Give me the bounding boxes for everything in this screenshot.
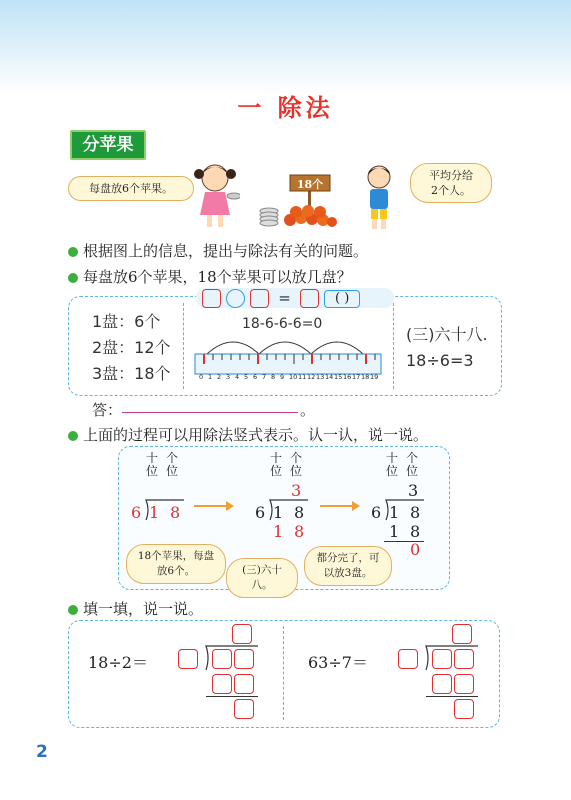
- exercise-2-label: 63÷7＝: [308, 653, 368, 672]
- arrow-icon: [194, 500, 234, 512]
- ruler-label: 19: [370, 373, 379, 381]
- ruler-label: 13: [316, 373, 325, 381]
- ruler-label: 6: [253, 373, 258, 381]
- bubble-right-line1: 平均分给: [429, 169, 473, 182]
- product-ones: 8: [410, 522, 421, 541]
- explain-bubble-3: 都分完了，可以放3盘。: [304, 546, 392, 586]
- unit-paren[interactable]: ( ): [324, 290, 360, 308]
- product-tens: 1: [389, 522, 400, 541]
- question-4-text: 填一填，说一说。: [83, 600, 204, 618]
- place-label-ones: 个 位: [290, 451, 303, 478]
- ruler-label: 0: [199, 373, 204, 381]
- handwritten-line: 18÷6=3: [406, 351, 474, 370]
- question-2-text: 每盘放6个苹果，18个苹果可以放几盘？: [83, 268, 352, 286]
- dividend-ones: 8: [170, 503, 181, 522]
- dividend-box[interactable]: [454, 649, 474, 669]
- dividend-tens: 1: [389, 503, 400, 522]
- ruler-label: 15: [334, 373, 343, 381]
- ruler-label: 7: [262, 373, 267, 381]
- divisor-box[interactable]: [178, 649, 198, 669]
- quotient: 3: [291, 481, 302, 500]
- product-box[interactable]: [234, 674, 254, 694]
- dividend-ones: 8: [410, 503, 421, 522]
- subtraction-line: [426, 696, 478, 697]
- boy-illustration: [362, 163, 396, 231]
- bullet-icon: [68, 247, 78, 257]
- question-3-text: 上面的过程可以用除法竖式表示。认一认，说一说。: [83, 426, 429, 444]
- ruler-label: 2: [217, 373, 222, 381]
- bullet-icon: [68, 431, 78, 441]
- product-box[interactable]: [212, 674, 232, 694]
- answer-line[interactable]: [122, 412, 298, 413]
- subtraction-steps: 18-6-6-6=0: [242, 316, 323, 332]
- bullet-icon: [68, 605, 78, 615]
- place-label-tens: 十 位: [270, 451, 283, 478]
- bubble-right-line2: 2个人。: [431, 184, 471, 197]
- ruler-label: 8: [271, 373, 276, 381]
- bullet-icon: [68, 273, 78, 283]
- quotient-box[interactable]: [452, 624, 472, 644]
- ruler-labels: [199, 373, 389, 381]
- product-box[interactable]: [432, 674, 452, 694]
- dividend-box[interactable]: [212, 649, 232, 669]
- ruler-label: 14: [325, 373, 334, 381]
- place-label-tens: 十 位: [146, 451, 159, 478]
- place-label-ones: 个 位: [406, 451, 419, 478]
- explain-bubble-1: 18个苹果，每盘放6个。: [126, 544, 226, 584]
- place-label-ones: 个 位: [166, 451, 179, 478]
- remainder: 0: [410, 540, 421, 559]
- page-number: 2: [36, 742, 48, 762]
- answer-label: 答：: [92, 401, 123, 419]
- ruler-label: 5: [244, 373, 249, 381]
- answer-end: 。: [300, 401, 316, 419]
- product-ones: 8: [294, 522, 305, 541]
- ruler-label: 3: [226, 373, 231, 381]
- product-tens: 1: [273, 522, 284, 541]
- divisor: 6: [255, 503, 266, 522]
- handwritten-right: [406, 322, 488, 374]
- question-2: [68, 266, 352, 287]
- subtraction-line: [206, 696, 258, 697]
- bubble-left-text: 每盘放6个苹果。: [89, 182, 173, 195]
- speech-bubble-right: [410, 163, 492, 203]
- list-item: 3盘：18个: [92, 364, 171, 383]
- question-1-text: 根据图上的信息，提出与除法有关的问题。: [83, 242, 369, 260]
- dividend-tens: 1: [273, 503, 284, 522]
- divisor: 6: [131, 503, 142, 522]
- list-item: 2盘：12个: [92, 338, 171, 357]
- sign-label: 18个: [296, 178, 324, 191]
- quotient-box[interactable]: [232, 624, 252, 644]
- exercise-1-label: 18÷2＝: [88, 653, 148, 672]
- answer-box[interactable]: [202, 289, 221, 308]
- answer-box[interactable]: [300, 289, 319, 308]
- place-label-tens: 十 位: [386, 451, 399, 478]
- equation-template: [196, 288, 394, 308]
- divisor-box[interactable]: [398, 649, 418, 669]
- ruler-label: 4: [235, 373, 240, 381]
- divisor: 6: [371, 503, 382, 522]
- page-title: 一 除法: [237, 94, 334, 122]
- ruler-label: 18: [361, 373, 370, 381]
- remainder-box[interactable]: [454, 699, 474, 719]
- ruler-label: 9: [280, 373, 285, 381]
- divider: [283, 626, 285, 720]
- product-box[interactable]: [454, 674, 474, 694]
- ruler-label: 12: [307, 373, 316, 381]
- answer-box[interactable]: [250, 289, 269, 308]
- explain-bubble-2: (三)六十八。: [226, 558, 298, 598]
- plates-stack: [258, 205, 280, 227]
- remainder-box[interactable]: [234, 699, 254, 719]
- quotient: 3: [408, 481, 419, 500]
- divider: [183, 303, 185, 389]
- dividend-box[interactable]: [432, 649, 452, 669]
- arrow-icon: [320, 500, 360, 512]
- ruler-label: 11: [298, 373, 307, 381]
- ruler-label: 17: [352, 373, 361, 381]
- operator-circle[interactable]: [226, 289, 245, 308]
- handwritten-list: [92, 309, 171, 387]
- dividend-ones: 8: [294, 503, 305, 522]
- girl-illustration: [190, 160, 240, 230]
- equals-sign: =: [278, 289, 291, 307]
- dividend-tens: 1: [149, 503, 160, 522]
- ruler-label: 10: [289, 373, 298, 381]
- dividend-box[interactable]: [234, 649, 254, 669]
- list-item: 1盘：6个: [92, 312, 161, 331]
- divider: [393, 303, 395, 389]
- question-4: [68, 598, 203, 619]
- ruler-label: 1: [208, 373, 213, 381]
- ruler-label: 16: [343, 373, 352, 381]
- handwritten-line: (三)六十八.: [406, 325, 488, 344]
- question-3: [68, 424, 428, 445]
- question-1: [68, 240, 368, 261]
- section-badge: 分苹果: [70, 130, 146, 160]
- header-band: [0, 0, 571, 95]
- speech-bubble-left: [68, 176, 194, 201]
